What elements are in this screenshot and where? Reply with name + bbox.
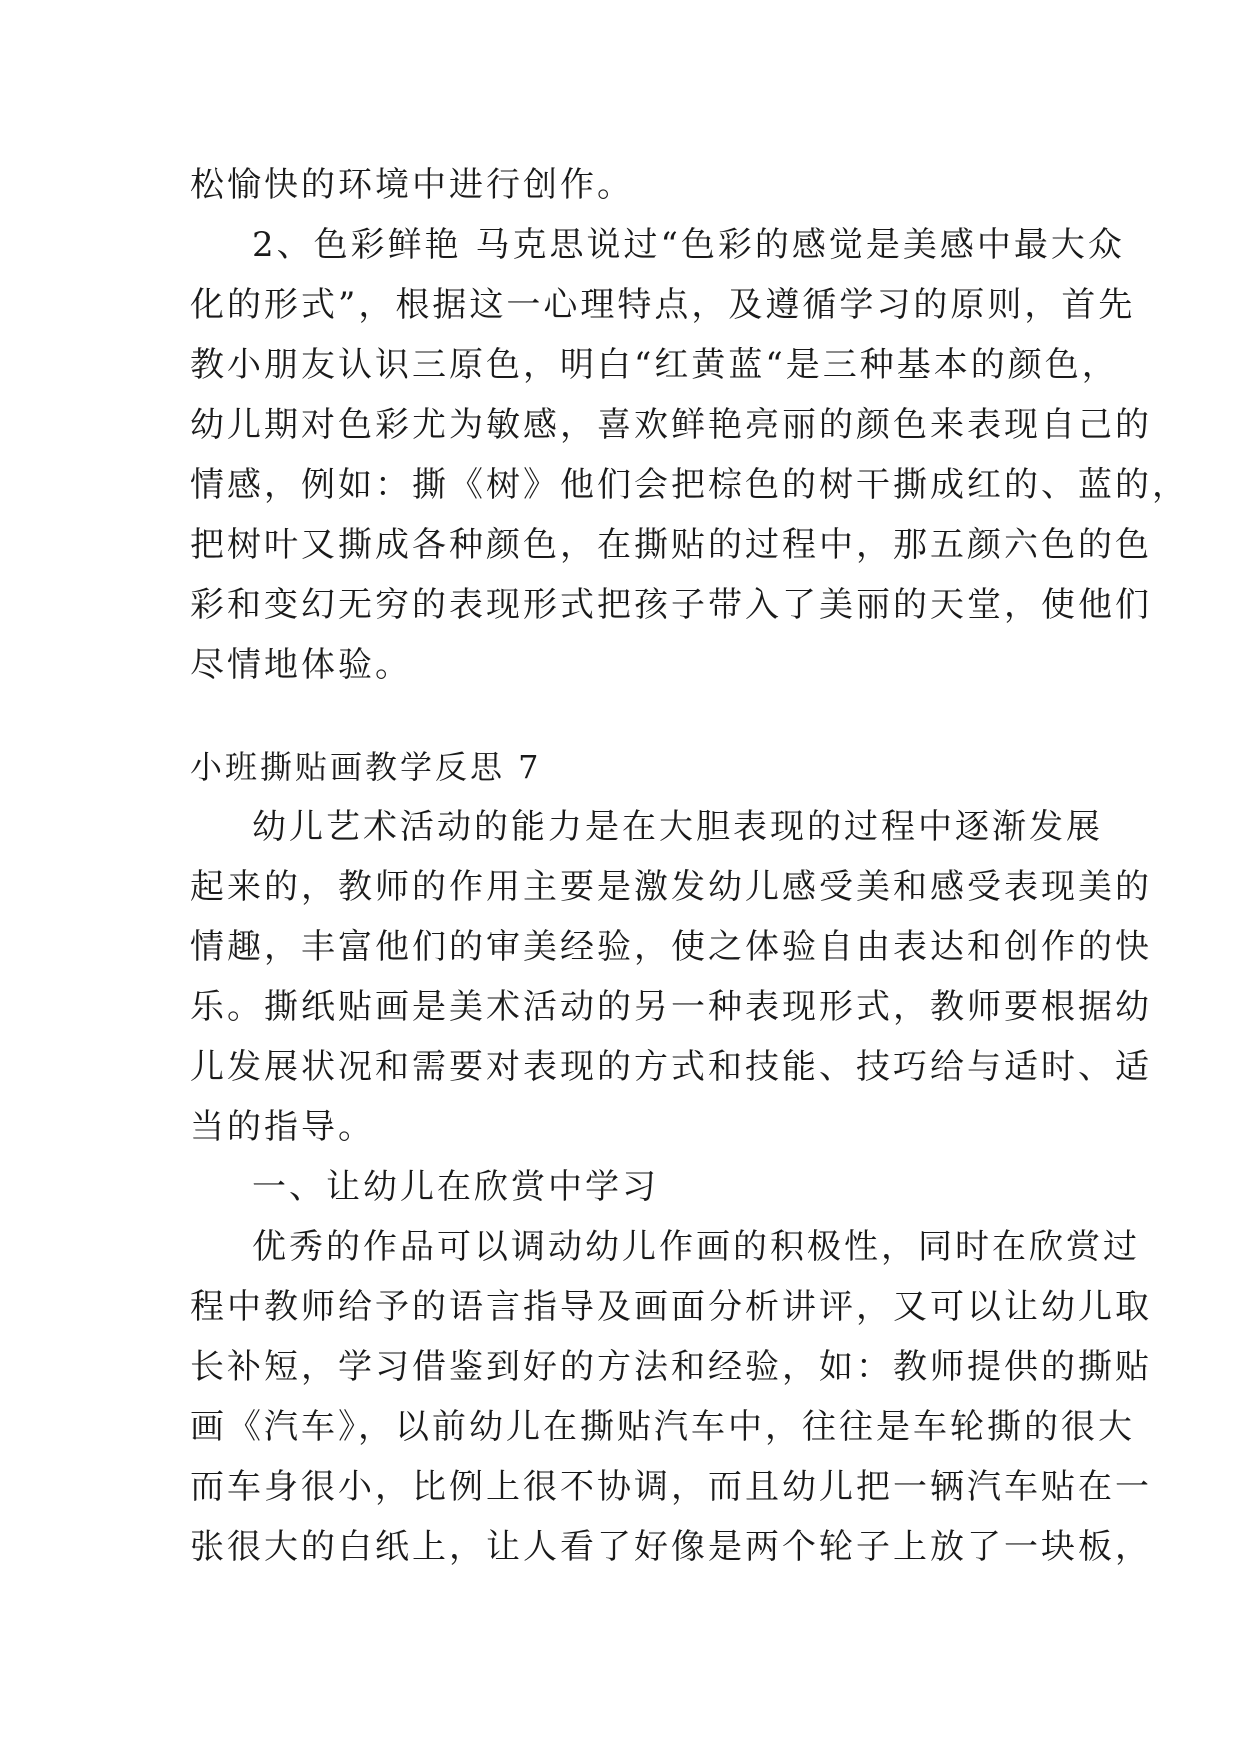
paragraph-line: 松愉快的环境中进行创作。 bbox=[190, 165, 634, 205]
paragraph-line: 画《汽车》，以前幼儿在撕贴汽车中，往往是车轮撕的很大 bbox=[190, 1407, 1135, 1447]
paragraph-line: 化的形式”，根据这一心理特点，及遵循学习的原则，首先 bbox=[190, 285, 1136, 325]
paragraph-line: 教小朋友认识三原色，明白“红黄蓝“是三种基本的颜色， bbox=[190, 345, 1119, 385]
section-title: 小班撕贴画教学反思 7 bbox=[190, 748, 542, 786]
paragraph-line: 乐。撕纸贴画是美术活动的另一种表现形式，教师要根据幼 bbox=[190, 987, 1152, 1027]
paragraph-line: 把树叶又撕成各种颜色，在撕贴的过程中，那五颜六色的色 bbox=[190, 525, 1152, 565]
paragraph-line: 幼儿期对色彩尤为敏感，喜欢鲜艳亮丽的颜色来表现自己的 bbox=[190, 405, 1152, 445]
paragraph-line: 当的指导。 bbox=[190, 1107, 375, 1147]
paragraph-line: 而车身很小，比例上很不协调，而且幼儿把一辆汽车贴在一 bbox=[190, 1467, 1152, 1507]
paragraph-line: 2、色彩鲜艳 马克思说过“色彩的感觉是美感中最大众 bbox=[252, 225, 1125, 265]
paragraph-line: 起来的，教师的作用主要是激发幼儿感受美和感受表现美的 bbox=[190, 867, 1152, 907]
paragraph-line: 情趣，丰富他们的审美经验，使之体验自由表达和创作的快 bbox=[190, 927, 1152, 967]
paragraph-line: 彩和变幻无穷的表现形式把孩子带入了美丽的天堂，使他们 bbox=[190, 585, 1152, 625]
paragraph-line: 张很大的白纸上，让人看了好像是两个轮子上放了一块板， bbox=[190, 1527, 1152, 1567]
paragraph-line: 情感，例如：撕《树》他们会把棕色的树干撕成红的、蓝的， bbox=[190, 465, 1189, 505]
paragraph-line: 儿发展状况和需要对表现的方式和技能、技巧给与适时、适 bbox=[190, 1047, 1152, 1087]
page-content bbox=[190, 155, 1189, 1577]
paragraph-line: 幼儿艺术活动的能力是在大胆表现的过程中逐渐发展 bbox=[252, 807, 1103, 847]
paragraph-line: 程中教师给予的语言指导及画面分析讲评，又可以让幼儿取 bbox=[190, 1287, 1152, 1327]
paragraph-line: 长补短，学习借鉴到好的方法和经验，如：教师提供的撕贴 bbox=[190, 1347, 1152, 1387]
paragraph-line: 尽情地体验。 bbox=[190, 645, 412, 685]
paragraph-line: 优秀的作品可以调动幼儿作画的积极性，同时在欣赏过 bbox=[252, 1227, 1140, 1267]
subheading: 一、让幼儿在欣赏中学习 bbox=[252, 1167, 659, 1207]
